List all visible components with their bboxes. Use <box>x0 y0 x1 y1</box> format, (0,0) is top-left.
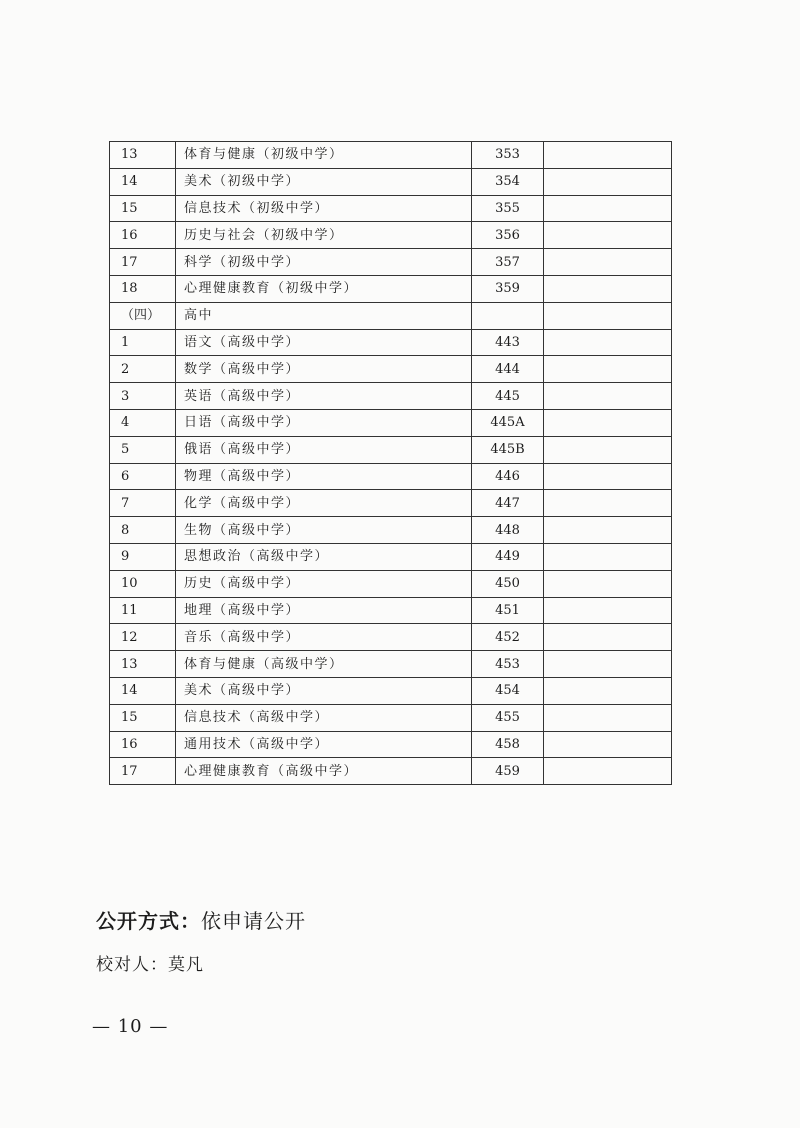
subject-name-cell: 心理健康教育（高级中学） <box>176 758 472 785</box>
subject-name-cell: 俄语（高级中学） <box>176 436 472 463</box>
note-cell <box>544 463 672 490</box>
note-cell <box>544 249 672 276</box>
row-number-cell: 15 <box>110 195 176 222</box>
subject-name-cell: 体育与健康（初级中学） <box>176 142 472 169</box>
table-row <box>110 436 672 463</box>
row-number-cell: 17 <box>110 249 176 276</box>
note-cell <box>544 651 672 678</box>
proofreader-value: 莫凡 <box>168 955 204 975</box>
row-number-cell: 3 <box>110 383 176 410</box>
page-number: — 10 — <box>92 1016 169 1037</box>
subject-name-cell: 历史与社会（初级中学） <box>176 222 472 249</box>
subject-code-cell: 354 <box>472 168 544 195</box>
subject-code-cell: 451 <box>472 597 544 624</box>
subject-name-cell: 美术（初级中学） <box>176 168 472 195</box>
row-number-cell: 7 <box>110 490 176 517</box>
subject-name-cell: 信息技术（高级中学） <box>176 704 472 731</box>
subject-name-cell: 科学（初级中学） <box>176 249 472 276</box>
table-row <box>110 517 672 544</box>
note-cell <box>544 570 672 597</box>
subject-code-cell: 454 <box>472 677 544 704</box>
note-cell <box>544 597 672 624</box>
subject-code-cell: 357 <box>472 249 544 276</box>
subject-name-cell: 音乐（高级中学） <box>176 624 472 651</box>
subject-name-cell: 英语（高级中学） <box>176 383 472 410</box>
note-cell <box>544 490 672 517</box>
row-number-cell: 4 <box>110 409 176 436</box>
note-cell <box>544 168 672 195</box>
table-row <box>110 275 672 302</box>
table-row <box>110 570 672 597</box>
subject-code-cell: 355 <box>472 195 544 222</box>
subject-code-cell: 458 <box>472 731 544 758</box>
subject-name-cell: 思想政治（高级中学） <box>176 543 472 570</box>
subject-code-cell: 453 <box>472 651 544 678</box>
row-number-cell: 16 <box>110 731 176 758</box>
note-cell <box>544 356 672 383</box>
note-cell <box>544 222 672 249</box>
subject-code-table <box>109 141 672 785</box>
subject-name-cell: 数学（高级中学） <box>176 356 472 383</box>
note-cell <box>544 704 672 731</box>
table-row <box>110 249 672 276</box>
subject-name-cell: 高中 <box>176 302 472 329</box>
subject-name-cell: 心理健康教育（初级中学） <box>176 275 472 302</box>
table-row <box>110 704 672 731</box>
disclosure-label: 公开方式： <box>96 909 201 933</box>
row-number-cell: 5 <box>110 436 176 463</box>
note-cell <box>544 543 672 570</box>
note-cell <box>544 275 672 302</box>
row-number-cell: 14 <box>110 677 176 704</box>
row-number-cell: 2 <box>110 356 176 383</box>
row-number-cell: 16 <box>110 222 176 249</box>
table-row <box>110 758 672 785</box>
subject-code-cell: 446 <box>472 463 544 490</box>
note-cell <box>544 195 672 222</box>
subject-code-cell: 353 <box>472 142 544 169</box>
row-number-cell: 14 <box>110 168 176 195</box>
subject-code-cell: 452 <box>472 624 544 651</box>
table-row <box>110 731 672 758</box>
note-cell <box>544 329 672 356</box>
subject-code-cell: 448 <box>472 517 544 544</box>
row-number-cell: 8 <box>110 517 176 544</box>
proofreader <box>96 950 204 975</box>
subject-name-cell: 地理（高级中学） <box>176 597 472 624</box>
subject-code-cell: 359 <box>472 275 544 302</box>
row-number-cell: （四） <box>110 302 176 329</box>
subject-code-cell: 449 <box>472 543 544 570</box>
subject-code-cell: 443 <box>472 329 544 356</box>
row-number-cell: 17 <box>110 758 176 785</box>
note-cell <box>544 677 672 704</box>
table-row <box>110 409 672 436</box>
subject-code-cell: 447 <box>472 490 544 517</box>
disclosure-method <box>96 905 306 934</box>
table-row <box>110 490 672 517</box>
subject-code-cell <box>472 302 544 329</box>
table-row <box>110 302 672 329</box>
note-cell <box>544 758 672 785</box>
note-cell <box>544 624 672 651</box>
row-number-cell: 9 <box>110 543 176 570</box>
row-number-cell: 12 <box>110 624 176 651</box>
table-row <box>110 543 672 570</box>
subject-code-cell: 459 <box>472 758 544 785</box>
table-row <box>110 463 672 490</box>
row-number-cell: 11 <box>110 597 176 624</box>
row-number-cell: 18 <box>110 275 176 302</box>
note-cell <box>544 302 672 329</box>
subject-name-cell: 物理（高级中学） <box>176 463 472 490</box>
note-cell <box>544 731 672 758</box>
subject-name-cell: 信息技术（初级中学） <box>176 195 472 222</box>
table-row <box>110 356 672 383</box>
subject-name-cell: 化学（高级中学） <box>176 490 472 517</box>
row-number-cell: 13 <box>110 142 176 169</box>
table-row <box>110 329 672 356</box>
subject-code-cell: 445B <box>472 436 544 463</box>
subject-code-cell: 450 <box>472 570 544 597</box>
row-number-cell: 13 <box>110 651 176 678</box>
proofreader-label: 校对人： <box>96 955 168 975</box>
table-row <box>110 222 672 249</box>
row-number-cell: 15 <box>110 704 176 731</box>
subject-name-cell: 语文（高级中学） <box>176 329 472 356</box>
disclosure-value: 依申请公开 <box>201 909 306 933</box>
table-body <box>110 142 672 785</box>
table-row <box>110 195 672 222</box>
note-cell <box>544 409 672 436</box>
subject-code-cell: 445 <box>472 383 544 410</box>
table-row <box>110 383 672 410</box>
note-cell <box>544 436 672 463</box>
table-row <box>110 168 672 195</box>
row-number-cell: 6 <box>110 463 176 490</box>
note-cell <box>544 383 672 410</box>
table-row <box>110 142 672 169</box>
table-row <box>110 651 672 678</box>
subject-code-cell: 444 <box>472 356 544 383</box>
table-row <box>110 677 672 704</box>
subject-code-cell: 455 <box>472 704 544 731</box>
subject-name-cell: 日语（高级中学） <box>176 409 472 436</box>
subject-name-cell: 美术（高级中学） <box>176 677 472 704</box>
subject-code-cell: 356 <box>472 222 544 249</box>
row-number-cell: 1 <box>110 329 176 356</box>
table-row <box>110 597 672 624</box>
subject-name-cell: 体育与健康（高级中学） <box>176 651 472 678</box>
table-row <box>110 624 672 651</box>
note-cell <box>544 517 672 544</box>
row-number-cell: 10 <box>110 570 176 597</box>
subject-code-cell: 445A <box>472 409 544 436</box>
note-cell <box>544 142 672 169</box>
subject-name-cell: 生物（高级中学） <box>176 517 472 544</box>
subject-name-cell: 通用技术（高级中学） <box>176 731 472 758</box>
subject-name-cell: 历史（高级中学） <box>176 570 472 597</box>
